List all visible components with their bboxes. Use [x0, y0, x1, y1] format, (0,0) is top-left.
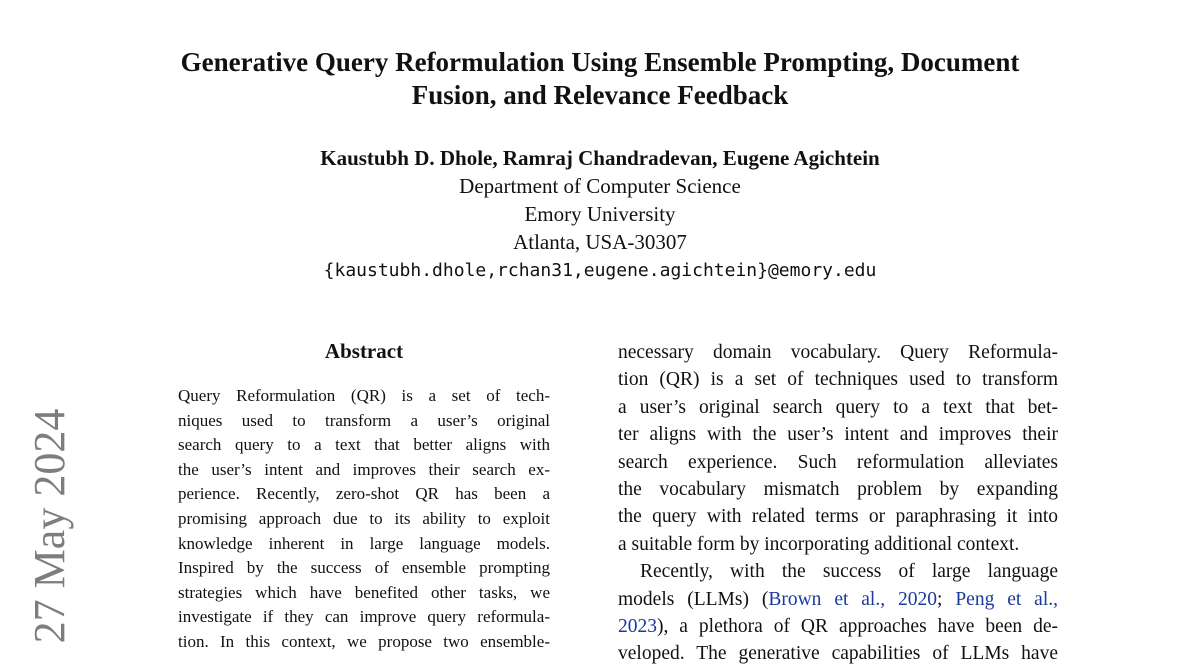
abstract-line: promising approach due to its ability to exploit [178, 509, 550, 528]
body-line: veloped. The generative capabilities of LLMs have [618, 643, 1058, 664]
abstract-heading: Abstract [324, 339, 404, 363]
body-line: necessary domain vocabulary. Query Reformula- [618, 342, 1058, 363]
body-line: ter aligns with the user’s intent and improves their [618, 424, 1058, 446]
citation-link-peng-2023[interactable]: Peng et al., [955, 588, 1058, 610]
body-line: a user’s original search query to a text that bet- [618, 396, 1058, 418]
author-emails[interactable]: {kaustubh.dhole,rchan31,eugene.agichtein}@emory.edu [323, 260, 877, 281]
abstract-line: Inspired by the success of ensemble prompting [178, 558, 550, 578]
abstract-line: search query to a text that better aligns with [178, 435, 550, 455]
abstract-line: perience. Recently, zero-shot QR has been a [178, 484, 550, 504]
citation-link-peng-2023-year[interactable]: 2023 [618, 616, 657, 637]
abstract-line: investigate if they can improve query reformula- [178, 607, 550, 627]
body-line: tion (QR) is a set of techniques used to transform [618, 369, 1058, 391]
line-text: ; [937, 588, 956, 610]
abstract-line: tion. In this context, we propose two ensemble- [178, 632, 550, 651]
abstract-line: niques used to transform a user’s original [178, 410, 550, 430]
affiliation-department: Department of Computer Science [459, 174, 741, 198]
line-text: models (LLMs) ( [618, 588, 769, 610]
paragraph-2-line-4-clipped [618, 640, 1058, 664]
arxiv-date-stamp: 27 May 2024 [25, 408, 74, 644]
abstract-line: strategies which have benefited other tasks, we [178, 582, 550, 602]
paper-title-line-1: Generative Query Reformulation Using Ensemble Prompting, Document [180, 47, 1020, 77]
body-line: the vocabulary mismatch problem by expanding [618, 479, 1058, 500]
abstract-line: knowledge inherent in large language models. [178, 533, 550, 553]
affiliation-location: Atlanta, USA-30307 [513, 230, 687, 254]
citation-link-brown-2020[interactable]: Brown et al., 2020 [768, 588, 937, 610]
paragraph-2-line-2 [618, 586, 1058, 613]
paper-title-line-2: Fusion, and Relevance Feedback [411, 80, 789, 110]
body-line: a suitable form by incorporating additional context. [618, 533, 1020, 555]
paper-title [0, 46, 1200, 112]
line-text: ), a plethora of QR approaches have been de- [657, 616, 1058, 637]
paragraph-2-line-3 [618, 613, 1058, 640]
affiliation-university: Emory University [524, 202, 676, 226]
body-line: the query with related terms or paraphrasing it into [618, 506, 1058, 528]
abstract-line: the user’s intent and improves their search ex- [178, 459, 550, 479]
paragraph-2-line-1: Recently, with the success of large language [640, 561, 1058, 583]
abstract-line: Query Reformulation (QR) is a set of tech- [178, 386, 550, 405]
body-line: search experience. Such reformulation alleviates [618, 451, 1058, 473]
author-list: Kaustubh D. Dhole, Ramraj Chandradevan, Eugene Agichtein [320, 146, 880, 170]
